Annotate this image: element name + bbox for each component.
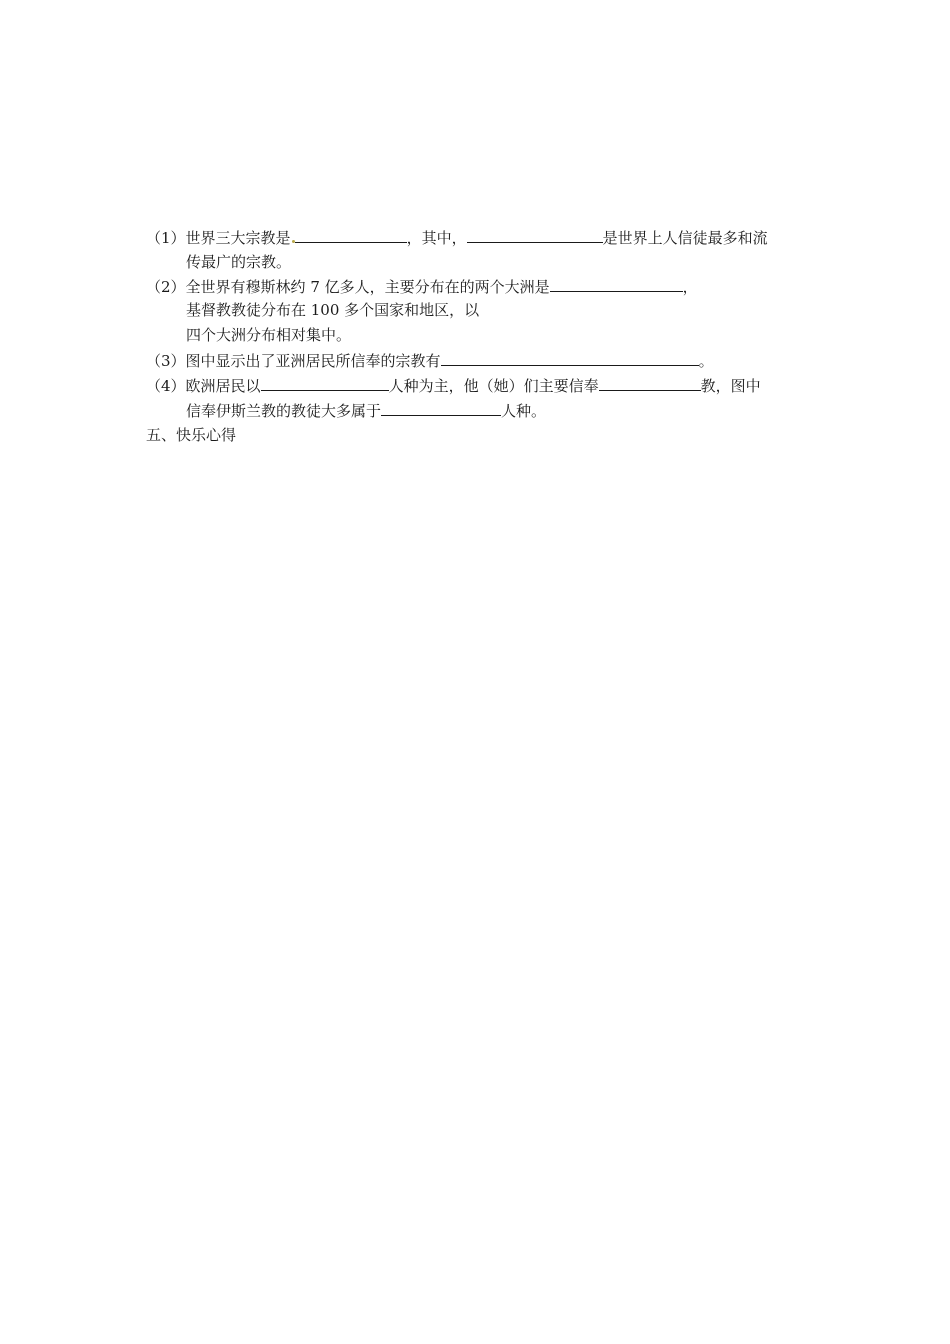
question-4-blank-2[interactable]	[599, 374, 701, 391]
question-4-blank-1[interactable]	[261, 374, 389, 391]
question-4-text-c: 教，图中	[700, 377, 761, 395]
question-2-blank-1[interactable]	[550, 275, 683, 292]
question-2-text-a: 全世界有穆斯林约 7 亿多人，主要分布在的两个大洲是	[185, 278, 550, 296]
question-2-line-3	[186, 324, 351, 346]
question-2-number: （2）	[146, 278, 186, 296]
section-5-title: 五、快乐心得	[146, 426, 237, 444]
question-3-blank-1[interactable]	[441, 349, 699, 366]
question-1-line-1	[146, 226, 768, 248]
question-3-text-b: 。	[698, 352, 714, 370]
question-2-line-2	[186, 299, 479, 321]
question-4-text-e: 人种。	[501, 402, 547, 420]
question-1-text-b: ，其中，	[406, 229, 467, 247]
question-1-line-2	[186, 251, 291, 273]
question-3-number: （3）	[146, 352, 186, 370]
question-4-text-b: 人种为主，他（她）们主要信奉	[388, 377, 599, 395]
question-4-number: （4）	[146, 377, 186, 395]
question-2-text-d: 四个大洲分布相对集中。	[186, 326, 352, 344]
question-4-blank-3[interactable]	[381, 399, 501, 416]
question-2-text-b: ，	[682, 278, 698, 296]
question-1-text-d: 传最广的宗教。	[186, 253, 292, 271]
section-5-heading	[146, 424, 236, 446]
question-3-line-1	[146, 349, 714, 371]
question-4-text-a: 欧洲居民以	[185, 377, 261, 395]
question-3-text-a: 图中显示出了亚洲居民所信奉的宗教有	[185, 352, 441, 370]
question-2-line-1	[146, 275, 698, 297]
question-4-text-d: 信奉伊斯兰教的教徒大多属于	[186, 402, 382, 420]
question-2-text-c: 基督教教徒分布在 100 多个国家和地区，以	[186, 301, 480, 319]
question-4-line-2	[186, 399, 546, 421]
question-1-text-c: 是世界上人信徒最多和流	[602, 229, 768, 247]
question-1-blank-2[interactable]	[467, 226, 603, 243]
question-1-number: （1）	[146, 229, 186, 247]
question-4-line-1	[146, 374, 761, 396]
question-1-blank-1[interactable]	[295, 226, 407, 243]
question-1-text-a: 世界三大宗教是	[185, 229, 291, 247]
